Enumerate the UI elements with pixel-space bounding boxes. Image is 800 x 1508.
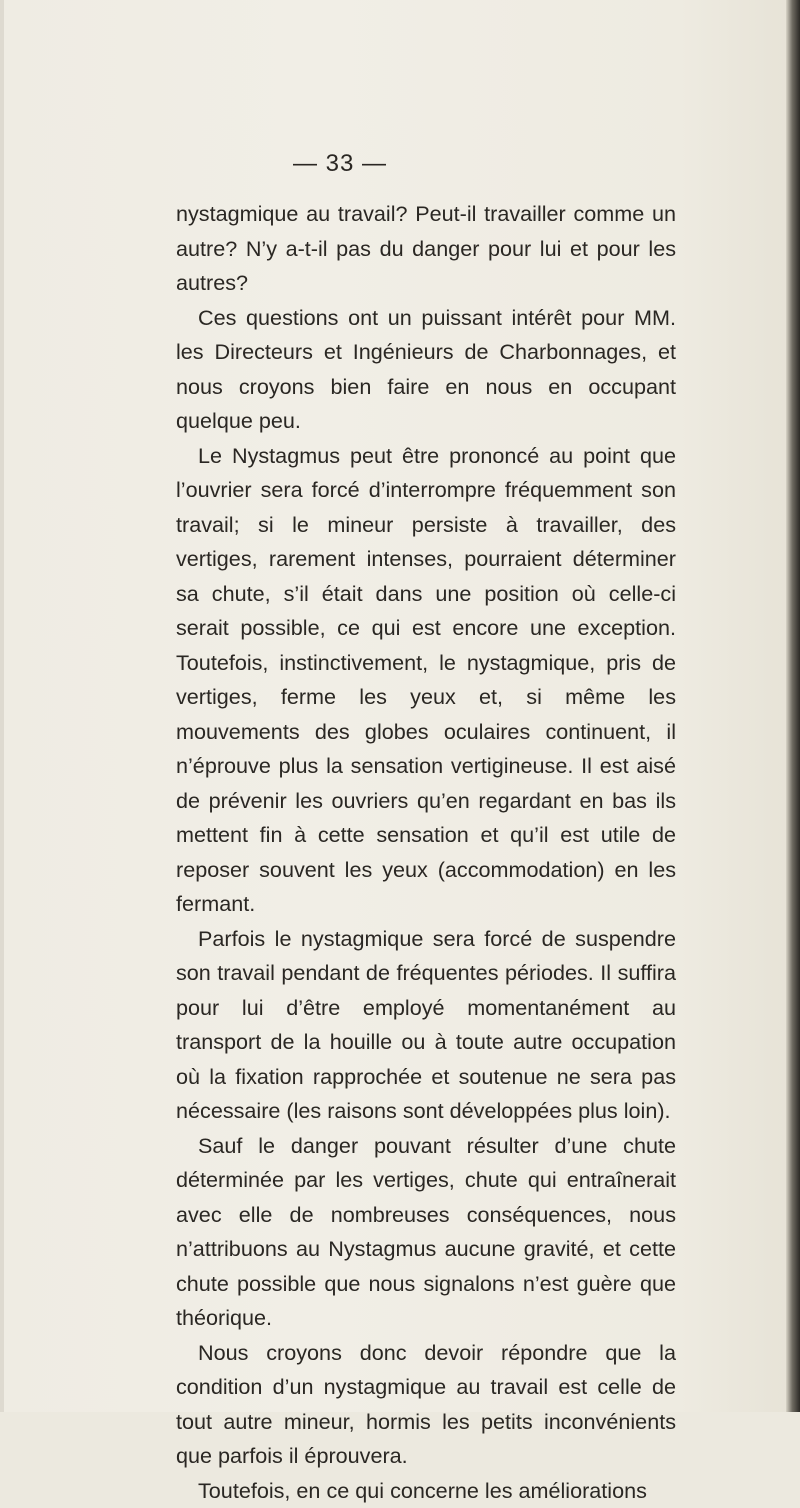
book-binding-edge bbox=[786, 0, 800, 1412]
page-left-edge bbox=[0, 0, 4, 1412]
paragraph-last: Toutefois, en ce qui concerne les améliorations bbox=[176, 1474, 676, 1508]
paragraph: Sauf le danger pouvant résulter d’une chute déterminée par les vertiges, chute qui entraînerait avec elle de nombreuses conséquences, nous n’attribuons au Nystagmus aucune gravité, et cette chute possible que nous signalons n’est guère que théorique. bbox=[176, 1129, 676, 1336]
page-number: — 33 — bbox=[0, 150, 680, 178]
body-text bbox=[176, 197, 676, 1508]
paragraph-continuation: nystagmique au travail? Peut-il travailler comme un autre? N’y a-t-il pas du danger pour lui et pour les autres? bbox=[176, 197, 676, 301]
paragraph: Le Nystagmus peut être prononcé au point que l’ouvrier sera forcé d’interrompre fréquemment son travail; si le mineur persiste à travailler, des vertiges, rarement intenses, pourraient déterminer sa chute, s’il était dans une position où celle-ci serait possible, ce qui est encore une exception. Toutefois, instinctivement, le nystagmique, pris de vertiges, ferme les yeux et, si même les mouvements des globes oculaires continuent, il n’éprouve plus la sensation vertigineuse. Il est aisé de prévenir les ouvriers qu’en regardant en bas ils mettent fin à cette sensation et qu’il est utile de reposer souvent les yeux (accommodation) en les fermant. bbox=[176, 439, 676, 922]
paragraph: Ces questions ont un puissant intérêt pour MM. les Directeurs et Ingénieurs de Charbonnages, et nous croyons bien faire en nous en occupant quelque peu. bbox=[176, 301, 676, 439]
paragraph: Parfois le nystagmique sera forcé de suspendre son travail pendant de fréquentes périodes. Il suffira pour lui d’être employé momentanément au transport de la houille ou à toute autre occupation où la fixation rapprochée et soutenue ne sera pas nécessaire (les raisons sont développées plus loin). bbox=[176, 922, 676, 1129]
paragraph: Nous croyons donc devoir répondre que la condition d’un nystagmique au travail est celle de tout autre mineur, hormis les petits inconvénients que parfois il éprouvera. bbox=[176, 1336, 676, 1474]
